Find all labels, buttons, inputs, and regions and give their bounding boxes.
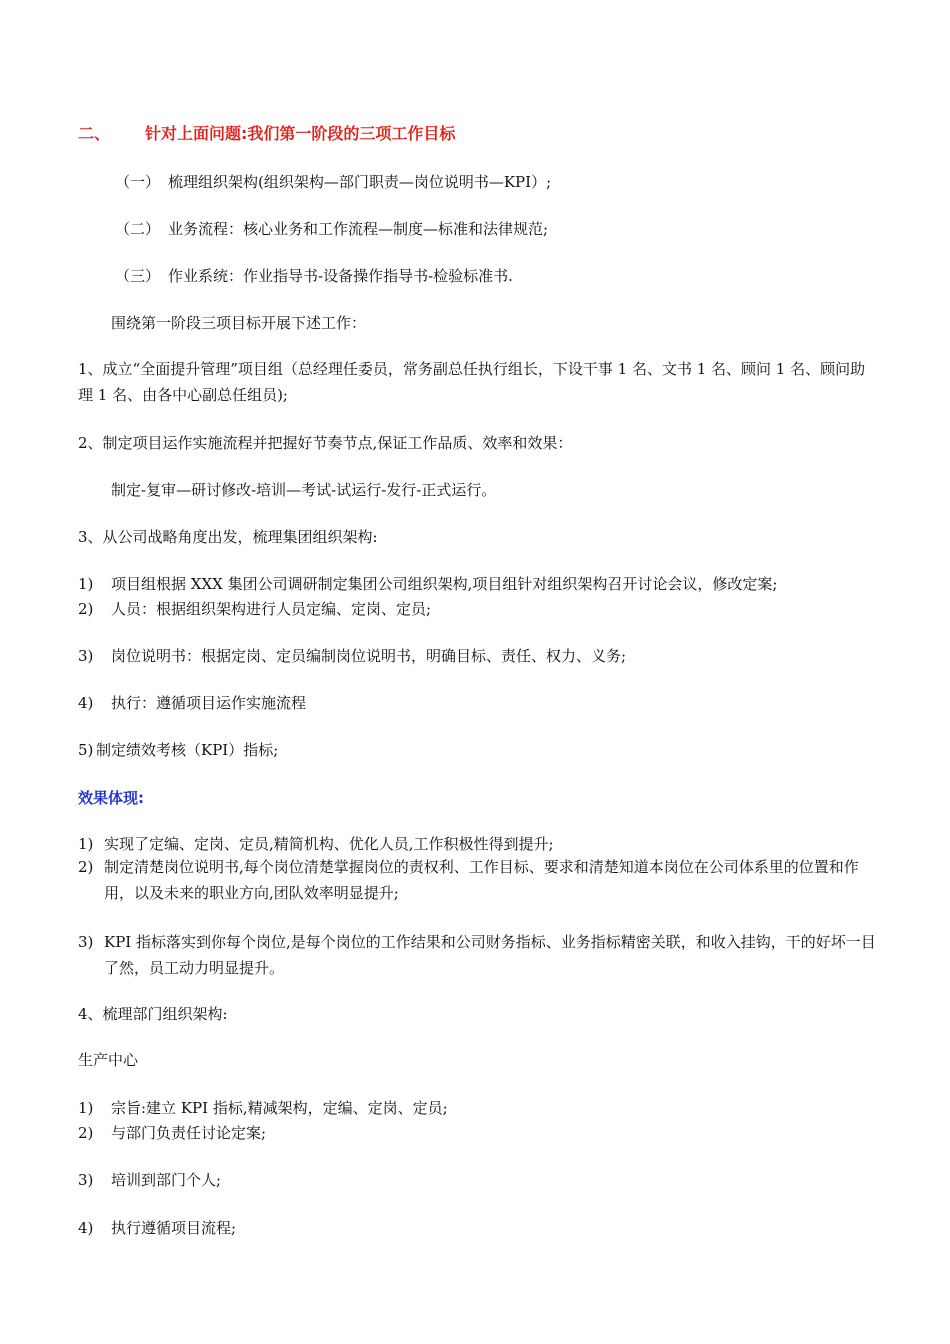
- goal-text: 梳理组织架构(组织架构—部门职责—岗位说明书—KPI）;: [168, 173, 552, 191]
- effect-title: 效果体现:: [78, 789, 144, 807]
- list-number: 1): [78, 575, 94, 593]
- list-item: 制定绩效考核（KPI）指标;: [96, 741, 279, 759]
- intro-text: 围绕第一阶段三项目标开展下述工作：: [111, 314, 367, 332]
- item-4-text: 4、梳理部门组织架构:: [78, 1005, 228, 1023]
- list-item: 培训到部门个人;: [111, 1171, 222, 1189]
- list-number: 1): [78, 1099, 94, 1117]
- list-item: 制定清楚岗位说明书,每个岗位清楚掌握岗位的责权利、工作目标、要求和清楚知道本岗位在公司体系里的位置和作用，以及未来的职业方向,团队效率明显提升;: [104, 858, 859, 902]
- list-item: KPI 指标落实到你每个岗位,是每个岗位的工作结果和公司财务指标、业务指标精密关联，和收入挂钩，干的好坏一目了然，员工动力明显提升。: [104, 933, 876, 977]
- list-number: 1): [78, 835, 94, 853]
- list-number: 4): [78, 694, 94, 712]
- section-title: 针对上面问题:我们第一阶段的三项工作目标: [145, 124, 456, 143]
- goal-text: 作业系统：作业指导书-设备操作指导书-检验标准书.: [168, 267, 513, 285]
- list-item: 与部门负责任讨论定案;: [111, 1124, 267, 1142]
- list-item: 宗旨:建立 KPI 指标,精减架构，定编、定岗、定员;: [111, 1099, 448, 1117]
- goal-text: 业务流程：核心业务和工作流程—制度—标准和法律规范;: [168, 220, 549, 238]
- list-item: 实现了定编、定岗、定员,精简机构、优化人员,工作积极性得到提升;: [104, 835, 554, 853]
- list-number: 2): [78, 600, 94, 618]
- item-2-text: 2、制定项目运作实施流程并把握好节奏节点,保证工作品质、效率和效果：: [78, 434, 573, 452]
- item-2-flow: 制定-复审—研讨修改-培训—考试-试运行-发行-正式运行。: [111, 481, 497, 499]
- list-item: 人员：根据组织架构进行人员定编、定岗、定员;: [111, 600, 432, 618]
- goal-number: （二）: [115, 220, 161, 238]
- list-number: 3): [78, 1171, 94, 1189]
- goal-number: （三）: [115, 267, 161, 285]
- list-item: 执行：遵循项目运作实施流程: [111, 694, 307, 712]
- list-number: 4): [78, 1219, 94, 1237]
- list-number: 2): [78, 858, 94, 876]
- list-number: 3): [78, 933, 94, 951]
- section-number: 二、: [78, 124, 111, 143]
- item-1-text: 1、成立“全面提升管理”项目组（总经理任委员，常务副总任执行组长，下设干事 1 名、文书 1 名、顾问 1 名、顾问助理 1 名、由各中心副总任组员);: [78, 360, 866, 404]
- list-item: 执行遵循项目流程;: [111, 1219, 237, 1237]
- goal-number: （一）: [115, 173, 161, 191]
- list-item: 岗位说明书：根据定岗、定员编制岗位说明书，明确目标、责任、权力、义务;: [111, 647, 627, 665]
- department-name: 生产中心: [78, 1051, 139, 1069]
- list-number: 3): [78, 647, 94, 665]
- list-item: 项目组根据 XXX 集团公司调研制定集团公司组织架构,项目组针对组织架构召开讨论会议，修改定案;: [111, 575, 778, 593]
- list-number: 5): [78, 741, 94, 759]
- item-3-text: 3、从公司战略角度出发，梳理集团组织架构:: [78, 528, 378, 546]
- list-number: 2): [78, 1124, 94, 1142]
